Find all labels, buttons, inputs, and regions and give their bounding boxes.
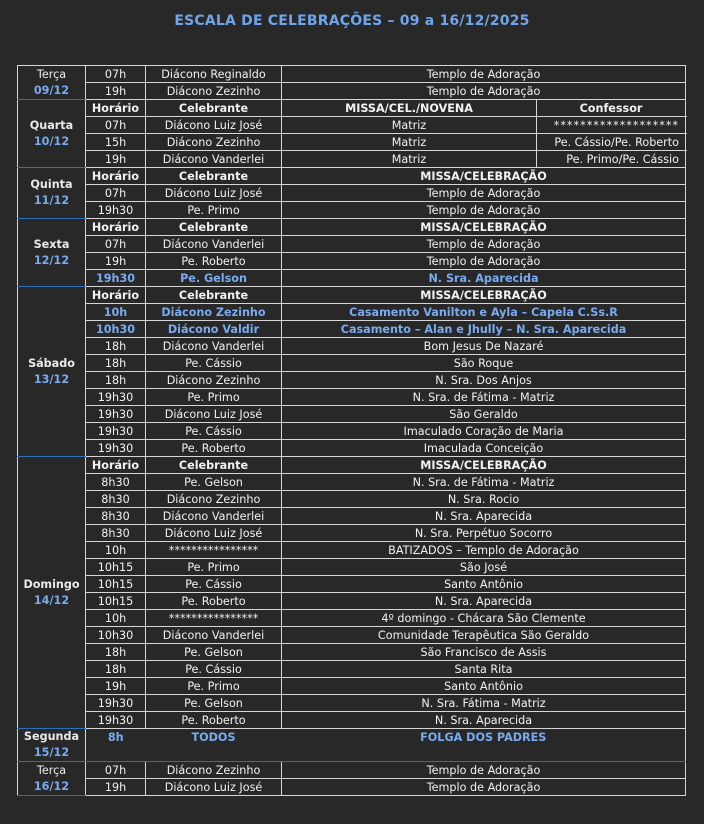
- celebrant-cell: Diácono Luiz José: [146, 185, 282, 202]
- table-row: [18, 762, 686, 779]
- day-label: [18, 100, 86, 168]
- time-cell: 19h: [86, 678, 146, 695]
- celebrant-cell: Pe. Roberto: [146, 440, 282, 457]
- time-cell: 07h: [86, 762, 146, 779]
- header-missa: MISSA/CELEBRAÇÃO: [282, 287, 686, 304]
- place-cell: Matriz: [282, 134, 537, 151]
- place-cell: FOLGA DOS PADRES: [282, 729, 686, 762]
- place-cell: Santo Antônio: [282, 576, 686, 593]
- day-name: Terça: [36, 67, 67, 81]
- place-cell: São Francisco de Assis: [282, 644, 686, 661]
- celebrant-cell: Pe. Primo: [146, 678, 282, 695]
- table-row: [18, 627, 686, 644]
- place-cell: Casamento Vanilton e Ayla – Capela C.Ss.R: [282, 304, 686, 321]
- celebrant-cell: Pe. Cássio: [146, 661, 282, 678]
- place-cell: N. Sra. Fátima - Matriz: [282, 695, 686, 712]
- celebrant-cell: Diácono Zezinho: [146, 491, 282, 508]
- table-row: [18, 287, 686, 304]
- celebrant-cell: Diácono Zezinho: [146, 83, 282, 100]
- header-celebrante: Celebrante: [146, 219, 282, 236]
- confessor-cell: Pe. Cássio/Pe. Roberto: [537, 134, 686, 151]
- celebrant-cell: Pe. Cássio: [146, 576, 282, 593]
- schedule-table: [17, 65, 686, 796]
- time-cell: 19h: [86, 151, 146, 168]
- day-date: 10/12: [33, 134, 70, 148]
- celebrant-cell: Diácono Zezinho: [146, 304, 282, 321]
- header-horario: Horário: [86, 457, 146, 474]
- day-label: [18, 287, 86, 457]
- header-horario: Horário: [86, 287, 146, 304]
- table-row: [18, 168, 686, 185]
- place-cell: N. Sra. Perpétuo Socorro: [282, 525, 686, 542]
- table-row: [18, 712, 686, 729]
- celebrant-cell: Pe. Gelson: [146, 270, 282, 287]
- time-cell: 19h30: [86, 423, 146, 440]
- place-cell: Santo Antônio: [282, 678, 686, 695]
- day-date: 09/12: [33, 83, 70, 97]
- celebrant-cell: Diácono Zezinho: [146, 762, 282, 779]
- time-cell: 10h30: [86, 627, 146, 644]
- confessor-cell: *******************: [537, 117, 686, 134]
- place-cell: Imaculado Coração de Maria: [282, 423, 686, 440]
- day-date: 13/12: [33, 372, 70, 386]
- day-date: 12/12: [33, 253, 70, 267]
- table-row: [18, 185, 686, 202]
- table-row: [18, 219, 686, 236]
- time-cell: 8h30: [86, 525, 146, 542]
- time-cell: 8h30: [86, 474, 146, 491]
- page-title: ESCALA DE CELEBRAÇÕES – 09 a 16/12/2025: [174, 13, 530, 29]
- table-row: [18, 406, 686, 423]
- celebrant-cell: Pe. Primo: [146, 202, 282, 219]
- header-missa: MISSA/CELEBRAÇÃO: [282, 168, 686, 185]
- table-row: [18, 695, 686, 712]
- time-cell: 10h15: [86, 576, 146, 593]
- celebrant-cell: Pe. Cássio: [146, 423, 282, 440]
- place-cell: N. Sra. Rocio: [282, 491, 686, 508]
- place-cell: N. Sra. Aparecida: [282, 508, 686, 525]
- table-row: [18, 525, 686, 542]
- place-cell: N. Sra. de Fátima - Matriz: [282, 389, 686, 406]
- place-cell: Templo de Adoração: [282, 236, 686, 253]
- table-row: [18, 321, 686, 338]
- celebrant-cell: Pe. Roberto: [146, 253, 282, 270]
- celebrant-cell: Pe. Gelson: [146, 695, 282, 712]
- time-cell: 19h30: [86, 270, 146, 287]
- table-row: [18, 610, 686, 627]
- time-cell: 07h: [86, 66, 146, 83]
- place-cell: São Roque: [282, 355, 686, 372]
- time-cell: 10h: [86, 542, 146, 559]
- table-row: [18, 678, 686, 695]
- day-label: [18, 168, 86, 219]
- day-date: 14/12: [33, 593, 70, 607]
- table-row: [18, 389, 686, 406]
- time-cell: 10h30: [86, 321, 146, 338]
- day-name: Terça: [36, 763, 67, 777]
- place-cell: N. Sra. Dos Anjos: [282, 372, 686, 389]
- celebrant-cell: Diácono Luiz José: [146, 525, 282, 542]
- celebrant-cell: Pe. Gelson: [146, 644, 282, 661]
- table-row: [18, 304, 686, 321]
- place-cell: BATIZADOS – Templo de Adoração: [282, 542, 686, 559]
- place-cell: Templo de Adoração: [282, 762, 686, 779]
- table-row: [18, 644, 686, 661]
- celebrant-cell: Diácono Valdir: [146, 321, 282, 338]
- time-cell: 10h15: [86, 559, 146, 576]
- place-cell: Casamento – Alan e Jhully – N. Sra. Aparecida: [282, 321, 686, 338]
- celebrant-cell: ****************: [146, 610, 282, 627]
- time-cell: 18h: [86, 372, 146, 389]
- time-cell: 8h: [86, 729, 146, 762]
- header-celebrante: Celebrante: [146, 168, 282, 185]
- table-row: [18, 100, 686, 117]
- celebrant-cell: Pe. Primo: [146, 389, 282, 406]
- time-cell: 19h30: [86, 389, 146, 406]
- table-row: [18, 117, 686, 134]
- celebrant-cell: Pe. Primo: [146, 559, 282, 576]
- table-row: [18, 355, 686, 372]
- celebrant-cell: Pe. Roberto: [146, 593, 282, 610]
- celebrant-cell: ****************: [146, 542, 282, 559]
- time-cell: 19h30: [86, 202, 146, 219]
- table-row: [18, 66, 686, 83]
- time-cell: 18h: [86, 661, 146, 678]
- place-cell: 4º domingo - Chácara São Clemente: [282, 610, 686, 627]
- day-name: Quarta: [29, 118, 74, 132]
- celebrant-cell: Diácono Vanderlei: [146, 338, 282, 355]
- place-cell: N. Sra. Aparecida: [282, 593, 686, 610]
- table-row: [18, 457, 686, 474]
- header-confessor: Confessor: [537, 100, 686, 117]
- day-date: 16/12: [33, 779, 70, 793]
- celebrant-cell: Pe. Cássio: [146, 355, 282, 372]
- header-missa: MISSA/CELEBRAÇÃO: [282, 219, 686, 236]
- table-row: [18, 661, 686, 678]
- header-missa: MISSA/CELEBRAÇÃO: [282, 457, 686, 474]
- time-cell: 15h: [86, 134, 146, 151]
- celebrant-cell: Diácono Zezinho: [146, 134, 282, 151]
- time-cell: 19h30: [86, 712, 146, 729]
- place-cell: Templo de Adoração: [282, 779, 686, 796]
- celebrant-cell: Diácono Reginaldo: [146, 66, 282, 83]
- table-row: [18, 236, 686, 253]
- time-cell: 18h: [86, 644, 146, 661]
- time-cell: 8h30: [86, 491, 146, 508]
- header-horario: Horário: [86, 219, 146, 236]
- place-cell: Santa Rita: [282, 661, 686, 678]
- time-cell: 07h: [86, 185, 146, 202]
- celebrant-cell: Diácono Vanderlei: [146, 508, 282, 525]
- place-cell: Templo de Adoração: [282, 66, 686, 83]
- celebrant-cell: Diácono Luiz José: [146, 779, 282, 796]
- place-cell: Templo de Adoração: [282, 83, 686, 100]
- day-label: [18, 457, 86, 729]
- day-name: Segunda: [23, 730, 80, 743]
- celebrant-cell: Diácono Luiz José: [146, 117, 282, 134]
- table-row: [18, 576, 686, 593]
- day-name: Sábado: [28, 356, 75, 370]
- time-cell: 10h: [86, 304, 146, 321]
- table-row: [18, 202, 686, 219]
- table-row: [18, 270, 686, 287]
- time-cell: 19h30: [86, 695, 146, 712]
- table-row: [18, 508, 686, 525]
- day-label: [18, 219, 86, 287]
- time-cell: 19h30: [86, 440, 146, 457]
- day-date: 11/12: [33, 194, 70, 207]
- table-row: [18, 491, 686, 508]
- table-row: [18, 542, 686, 559]
- place-cell: Matriz: [282, 117, 537, 134]
- day-date: 15/12: [33, 746, 70, 759]
- table-row: [18, 474, 686, 491]
- place-cell: N. Sra. de Fátima - Matriz: [282, 474, 686, 491]
- celebrant-cell: Diácono Vanderlei: [146, 627, 282, 644]
- table-row: [18, 593, 686, 610]
- table-row: [18, 779, 686, 796]
- celebrant-cell: TODOS: [146, 729, 282, 762]
- time-cell: 07h: [86, 117, 146, 134]
- place-cell: Templo de Adoração: [282, 202, 686, 219]
- table-row: [18, 729, 686, 762]
- place-cell: Bom Jesus De Nazaré: [282, 338, 686, 355]
- table-row: [18, 338, 686, 355]
- day-label: [18, 66, 86, 100]
- celebrant-cell: Diácono Luiz José: [146, 406, 282, 423]
- celebrant-cell: Pe. Roberto: [146, 712, 282, 729]
- table-row: [18, 440, 686, 457]
- table-row: [18, 423, 686, 440]
- day-name: Sexta: [33, 237, 70, 251]
- header-horario: Horário: [86, 168, 146, 185]
- header-celebrante: Celebrante: [146, 100, 282, 117]
- place-cell: Templo de Adoração: [282, 253, 686, 270]
- time-cell: 10h: [86, 610, 146, 627]
- place-cell: Templo de Adoração: [282, 185, 686, 202]
- celebrant-cell: Pe. Gelson: [146, 474, 282, 491]
- place-cell: Comunidade Terapêutica São Geraldo: [282, 627, 686, 644]
- header-missa: MISSA/CEL./NOVENA: [282, 100, 537, 117]
- table-row: [18, 253, 686, 270]
- time-cell: 19h: [86, 779, 146, 796]
- table-row: [18, 134, 686, 151]
- confessor-cell: Pe. Primo/Pe. Cássio: [537, 151, 686, 168]
- celebrant-cell: Diácono Vanderlei: [146, 151, 282, 168]
- table-row: [18, 151, 686, 168]
- table-row: [18, 83, 686, 100]
- time-cell: 18h: [86, 355, 146, 372]
- place-cell: Imaculada Conceição: [282, 440, 686, 457]
- day-name: Domingo: [23, 577, 80, 591]
- time-cell: 10h15: [86, 593, 146, 610]
- celebrant-cell: Diácono Zezinho: [146, 372, 282, 389]
- day-label: [18, 762, 86, 796]
- place-cell: São José: [282, 559, 686, 576]
- time-cell: 19h: [86, 83, 146, 100]
- day-label: [18, 729, 86, 762]
- celebrant-cell: Diácono Vanderlei: [146, 236, 282, 253]
- place-cell: Matriz: [282, 151, 537, 168]
- place-cell: N. Sra. Aparecida: [282, 712, 686, 729]
- place-cell: N. Sra. Aparecida: [282, 270, 686, 287]
- time-cell: 19h: [86, 253, 146, 270]
- day-name: Quinta: [30, 178, 73, 191]
- time-cell: 18h: [86, 338, 146, 355]
- table-row: [18, 559, 686, 576]
- table-row: [18, 372, 686, 389]
- time-cell: 8h30: [86, 508, 146, 525]
- header-celebrante: Celebrante: [146, 287, 282, 304]
- place-cell: São Geraldo: [282, 406, 686, 423]
- time-cell: 07h: [86, 236, 146, 253]
- header-horario: Horário: [86, 100, 146, 117]
- header-celebrante: Celebrante: [146, 457, 282, 474]
- time-cell: 19h30: [86, 406, 146, 423]
